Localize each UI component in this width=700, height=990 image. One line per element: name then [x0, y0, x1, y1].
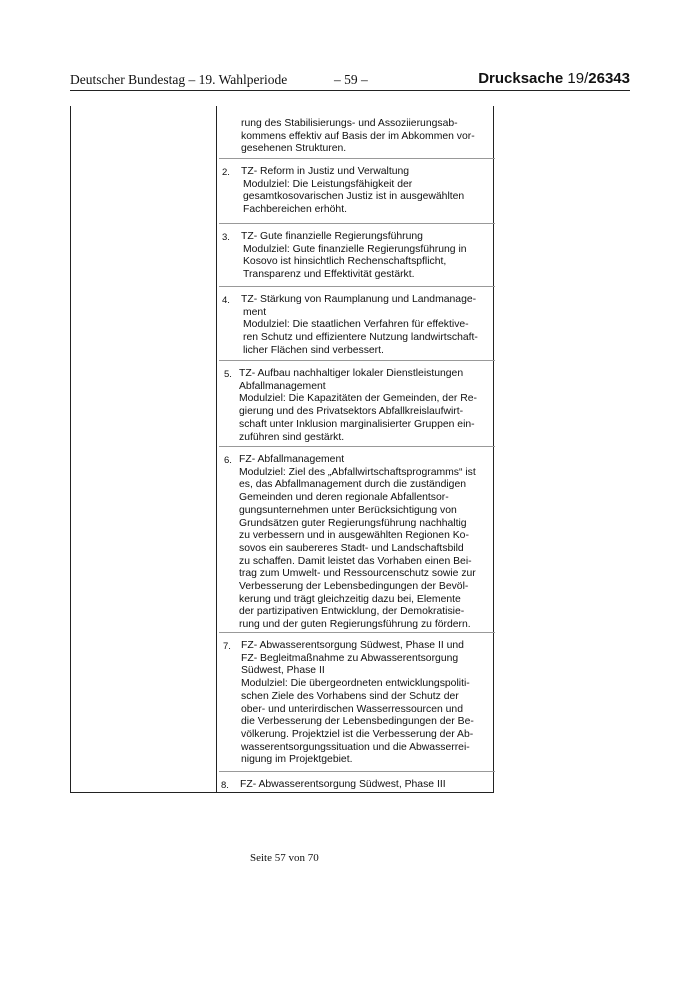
entry-line: FZ- Abwasserentsorgung Südwest, Phase III	[240, 779, 446, 790]
entry-line: trag zum Umwelt- und Ressourcenschutz sowie zur	[239, 568, 476, 580]
header-drucksache-label: Drucksache	[478, 70, 564, 87]
entry-line: wasserentsorgungssituation und die Abwasserrei-	[241, 741, 470, 753]
entry-line: völkerung. Projektziel ist die Verbesserung der Ab-	[241, 728, 474, 740]
entry-line: kommens effektiv auf Basis der im Abkommen vor-	[241, 130, 475, 142]
entry-line: Gemeinden und deren regionale Abfallentsor-	[239, 492, 449, 504]
entry-line: rung des Stabilisierungs- und Assoziierungsab-	[241, 118, 458, 129]
entry-line: Modulziel: Die Leistungsfähigkeit der	[243, 178, 413, 190]
header-number-main: 26343	[588, 70, 630, 87]
entry-number: 8.	[221, 780, 229, 791]
entry-line: Kosovo ist hinsichtlich Rechenschaftspflicht,	[243, 256, 447, 268]
entry-line: Modulziel: Ziel des „Abfallwirtschaftsprogramms“ ist	[239, 466, 476, 478]
page-header	[70, 70, 630, 90]
entry-number: 7.	[223, 641, 231, 652]
entry-line: Fachbereichen erhöht.	[243, 204, 347, 216]
entry-line: FZ- Begleitmaßnahme zu Abwasserentsorgung	[241, 652, 459, 664]
entry-line: die Verbesserung der Lebensbedingungen der Be-	[241, 716, 474, 728]
entry-line: TZ- Reform in Justiz und Verwaltung	[241, 166, 410, 177]
entry-line: ren Schutz und effizientere Nutzung landwirtschaft-	[243, 332, 478, 344]
entry-line: TZ- Gute finanzielle Regierungsführung	[241, 231, 423, 242]
column-divider	[216, 106, 217, 792]
entry-line: gesamtkosovarischen Justiz ist in ausgewählten	[243, 191, 465, 203]
entry-number: 5.	[224, 369, 232, 380]
entry-line: FZ- Abwasserentsorgung Südwest, Phase II und	[241, 640, 464, 651]
entry-line: gesehenen Strukturen.	[241, 143, 347, 155]
entry-line: zuführen sind gestärkt.	[239, 431, 345, 443]
entry-line: Transparenz und Effektivität gestärkt.	[243, 269, 415, 281]
entry-line: Modulziel: Gute finanzielle Regierungsführung in	[243, 243, 467, 255]
entry-line: sovos ein saubereres Stadt- und Landschaftsbild	[239, 542, 464, 554]
entry-line: zu schaffen. Damit leistet das Vorhaben einen Bei-	[239, 555, 472, 567]
entry-line: kerung und trägt gleichzeitig dazu bei, Elemente	[239, 593, 461, 605]
entry-number: 2.	[222, 167, 230, 178]
entry-line: licher Flächen sind verbessert.	[243, 344, 384, 356]
entry-line: gierung und des Privatsektors Abfallkreislaufwirt-	[239, 406, 464, 418]
entry-line: ober- und unterirdischen Wasserressourcen und	[241, 703, 463, 715]
entry-line: Modulziel: Die übergeordneten entwicklungspoliti-	[241, 678, 470, 690]
entry-line: TZ- Aufbau nachhaltiger lokaler Dienstleistungen	[239, 368, 464, 379]
entry-line: TZ- Stärkung von Raumplanung und Landmanage-	[241, 294, 477, 305]
entry-line: schen Ziele des Vorhabens sind der Schutz der	[241, 690, 459, 702]
entry-line: gungsunternehmen unter Berücksichtigung von	[239, 504, 457, 516]
entry-line: Modulziel: Die Kapazitäten der Gemeinden, der Re-	[239, 393, 477, 405]
entry-line: der partizipativen Entwicklung, der Demokratisie-	[239, 606, 465, 618]
entry-number: 6.	[224, 455, 232, 466]
entry-line: Abfallmanagement	[239, 380, 326, 392]
entry-number: 3.	[222, 232, 230, 243]
entry-line: Verbesserung der Lebensbedingungen der Bevöl-	[239, 581, 469, 592]
entry-line: Südwest, Phase II	[241, 665, 325, 677]
entry-line: Modulziel: Die staatlichen Verfahren für effektive-	[243, 319, 469, 331]
page-footer: Seite 57 von 70	[250, 852, 319, 864]
entry-line: Grundsätzen guter Regierungsführung nachhaltig	[239, 517, 467, 529]
entry-line: FZ- Abfallmanagement	[239, 454, 345, 465]
header-number-prefix: 19/	[567, 70, 589, 87]
header-document-number	[478, 70, 630, 87]
entry-line: nigung im Projektgebiet.	[241, 754, 353, 766]
entry-line: es, das Abfallmanagement durch die zuständigen	[239, 479, 467, 491]
content-table	[70, 106, 494, 793]
entry-line: zu verbessern und in ausgewählten Regionen Ko-	[239, 530, 469, 542]
header-publication: Deutscher Bundestag – 19. Wahlperiode	[70, 72, 288, 87]
header-rule	[70, 90, 630, 91]
entry-line: rung und der guten Regierungsführung zu fördern.	[239, 619, 471, 631]
entry-number: 4.	[222, 295, 230, 306]
entry-line: ment	[243, 306, 267, 318]
entry-line: schaft unter Inklusion marginalisierter Gruppen ein-	[239, 418, 475, 430]
header-page-number: – 59 –	[334, 72, 368, 87]
